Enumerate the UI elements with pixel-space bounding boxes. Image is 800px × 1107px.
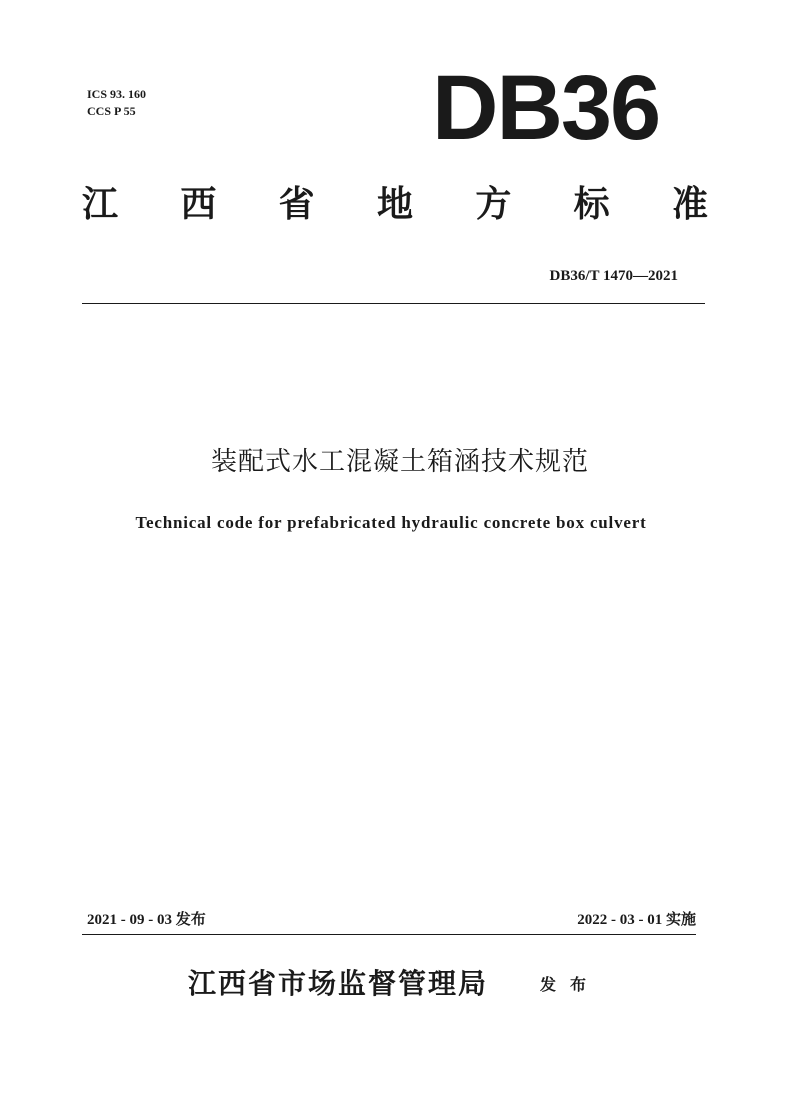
standard-type-char: 省 <box>278 183 315 225</box>
implementation-date: 2022 - 03 - 01 实施 <box>577 912 696 928</box>
standard-type-char: 西 <box>180 183 217 225</box>
issuing-authority: 江西省市场监督管理局 <box>188 967 489 1000</box>
issue-date: 2021 - 09 - 03 发布 <box>87 912 206 928</box>
ccs-code: CCS P 55 <box>87 104 136 118</box>
ics-code: ICS 93. 160 <box>87 87 147 101</box>
standard-type-char: 江 <box>82 183 119 225</box>
standard-type-char: 准 <box>671 183 708 225</box>
top-divider <box>82 303 705 304</box>
document-title-english: Technical code for prefabricated hydraulic concrete box culvert <box>135 513 647 532</box>
standard-number: DB36/T 1470—2021 <box>549 268 678 284</box>
standard-type-char: 地 <box>376 183 413 225</box>
standard-type-char: 标 <box>573 183 610 225</box>
document-title-chinese: 装配式水工混凝土箱涵技术规范 <box>210 447 589 477</box>
standard-type <box>82 180 708 228</box>
issuing-action: 发布 <box>540 975 601 994</box>
standard-code-mark: DB36 <box>432 57 660 159</box>
standard-type-char: 方 <box>475 183 512 225</box>
bottom-divider <box>82 934 696 935</box>
